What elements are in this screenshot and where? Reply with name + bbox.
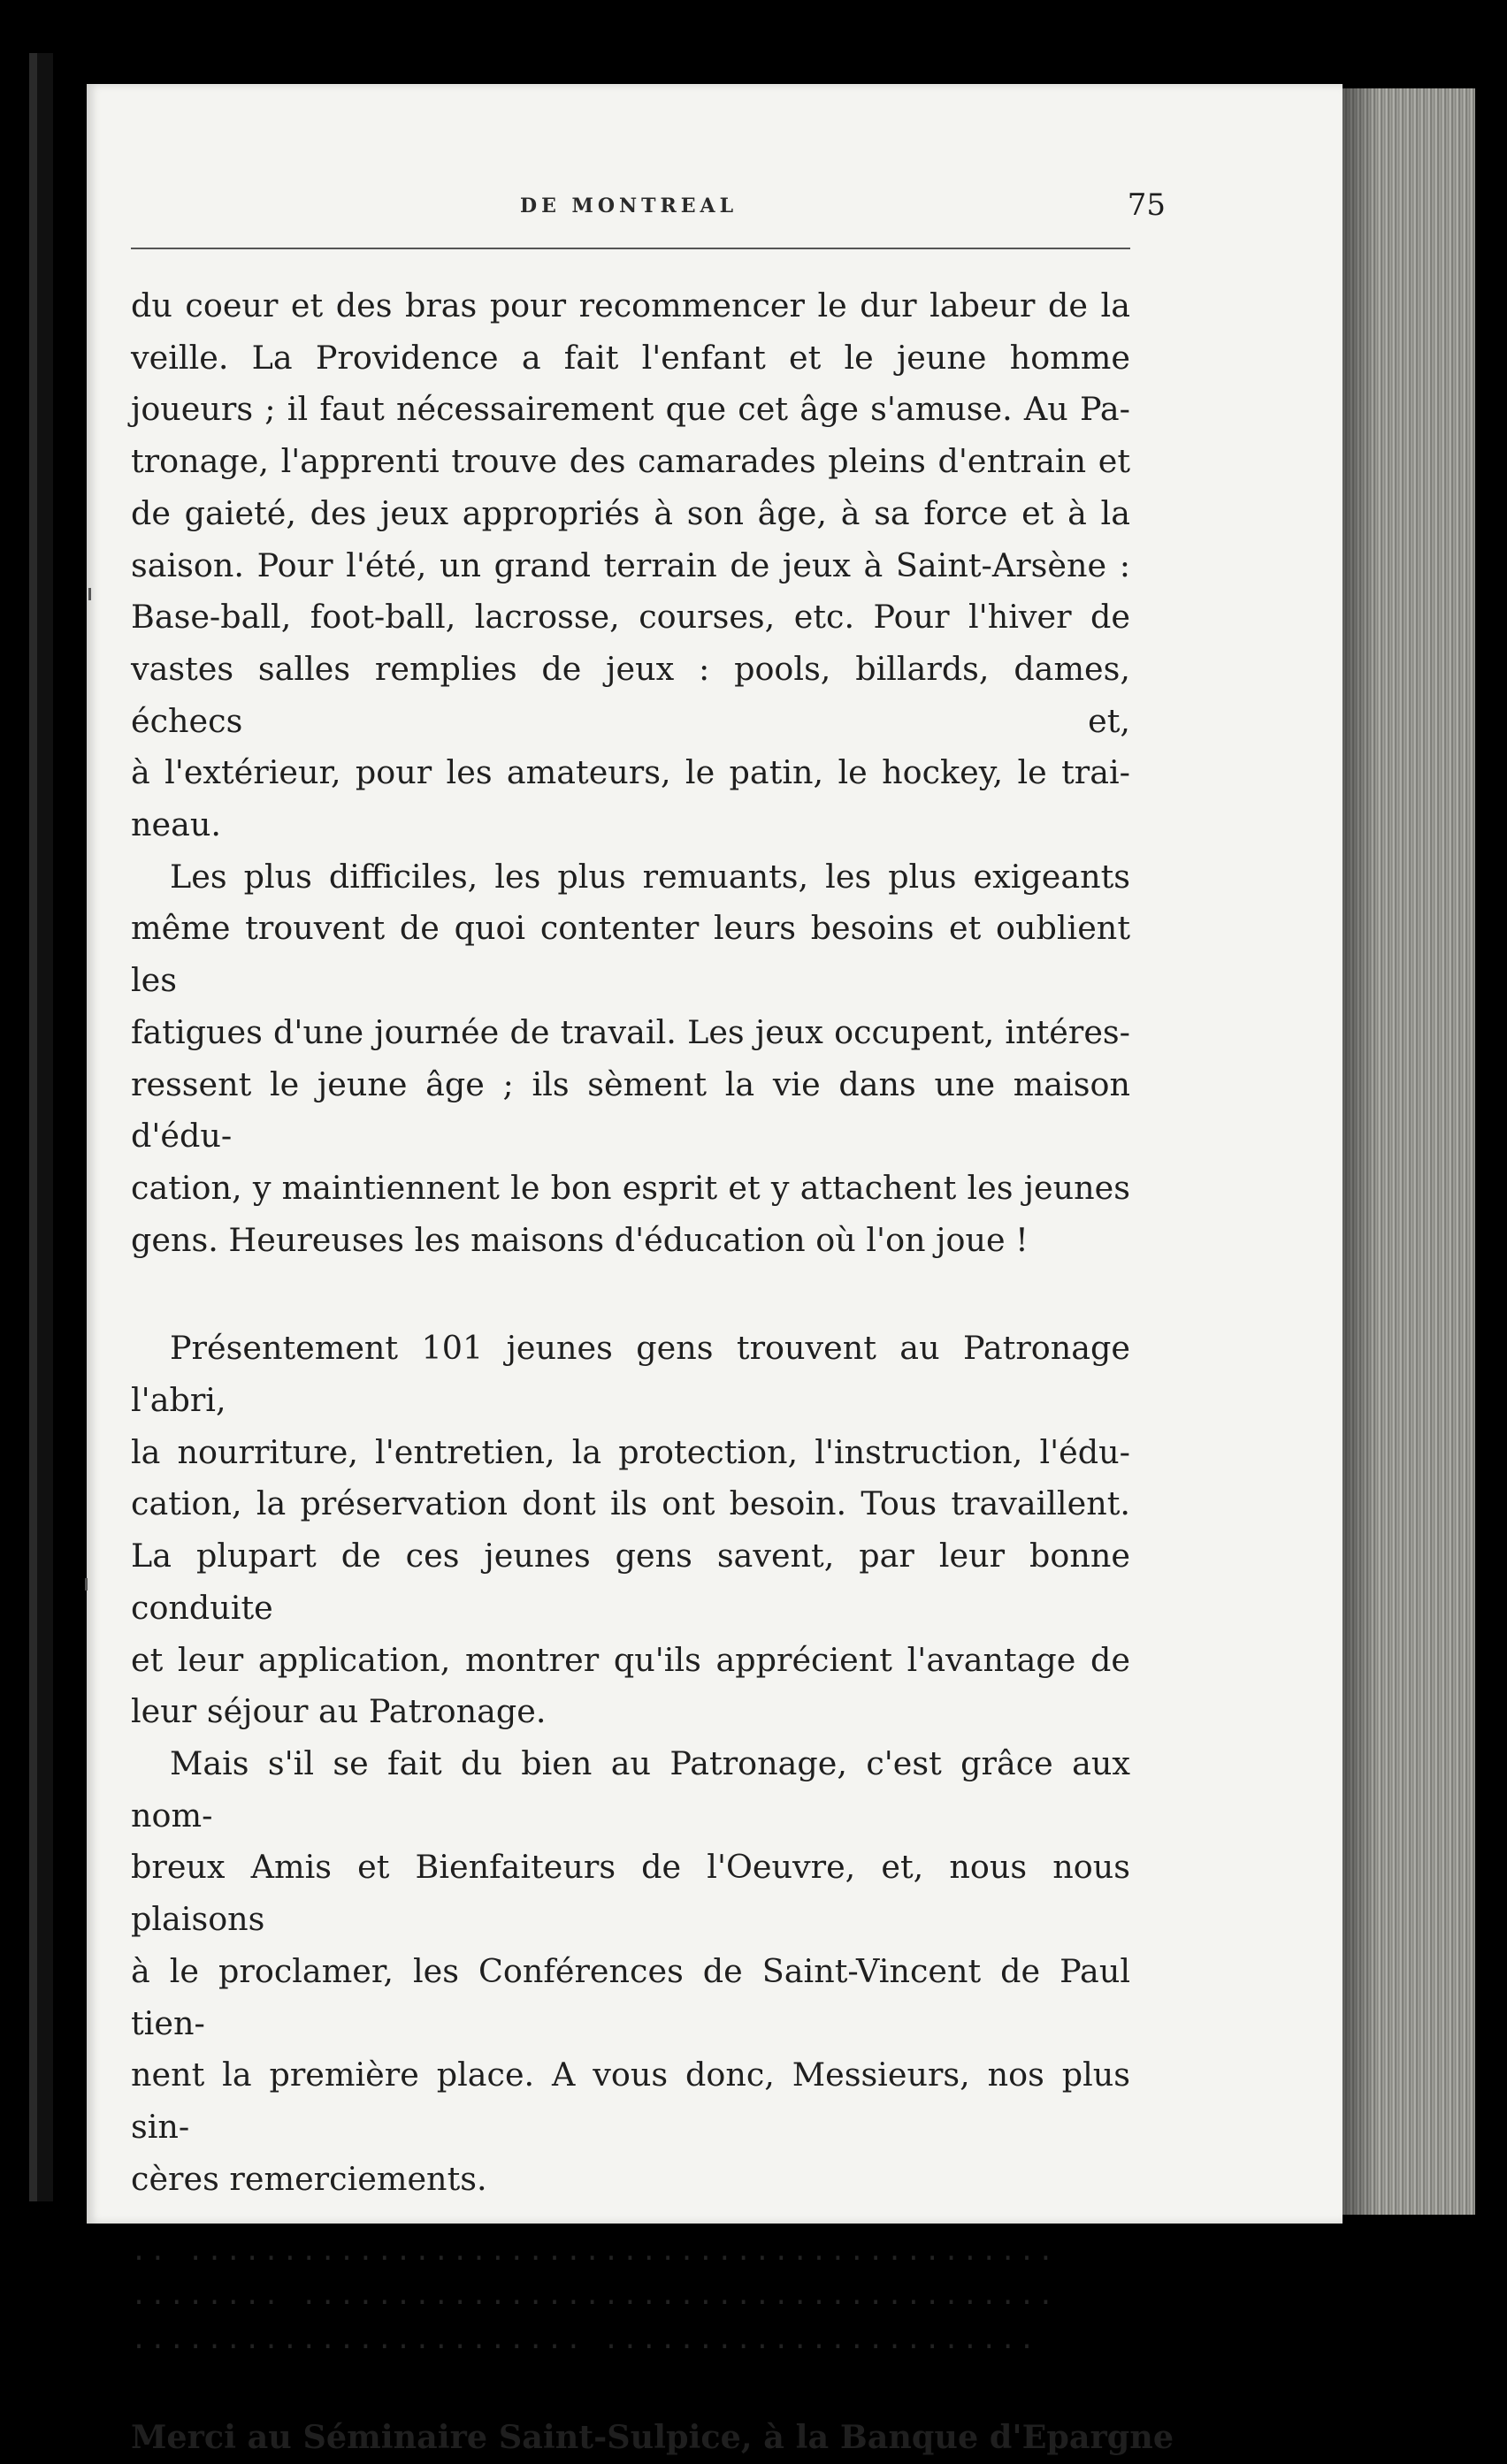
left-page-edge	[0, 53, 53, 2201]
text-line: à l'extérieur, pour les amateurs, le patin, le hockey, le trai-	[131, 753, 1130, 792]
paragraph	[131, 851, 1130, 1267]
closing-line: Merci au Séminaire Saint-Sulpice, à la Banque d'Epargne	[131, 2418, 1174, 2457]
page-number: 75	[1127, 187, 1166, 223]
running-title: DE MONTREAL	[520, 195, 738, 217]
text-line: et leur application, montrer qu'ils apprécient l'avantage de	[131, 1640, 1130, 1679]
margin-mark	[88, 588, 91, 600]
text-line: joueurs ; il faut nécessairement que cet âge s'amuse. Au Pa-	[131, 390, 1130, 429]
ellipsis-block	[131, 2230, 1130, 2362]
text-line: saison. Pour l'été, un grand terrain de jeux à Saint-Arsène :	[131, 545, 1130, 584]
margin-mark	[85, 1578, 88, 1591]
text-line: cères remerciements.	[131, 2159, 487, 2198]
text-line: cation, y maintiennent le bon esprit et y attachent les jeunes	[131, 1168, 1130, 1207]
text-line: de gaieté, des jeux appropriés à son âge, à sa force et à la	[131, 493, 1130, 532]
text-line: cation, la préservation dont ils ont besoin. Tous travaillent.	[131, 1484, 1130, 1523]
paragraph-container	[131, 280, 1130, 2205]
text-line: gens. Heureuses les maisons d'éducation où l'on joue !	[131, 1220, 1029, 1259]
text-line: Présentement 101 jeunes gens trouvent au Patronage l'abri,	[131, 1329, 1130, 1420]
text-line: Base-ball, foot-ball, lacrosse, courses, etc. Pour l'hiver de	[131, 598, 1130, 637]
paragraph	[131, 280, 1130, 851]
paragraph	[131, 1323, 1130, 1738]
text-line: du coeur et des bras pour recommencer le dur labeur de la	[131, 286, 1130, 324]
text-line: leur séjour au Patronage.	[131, 1692, 547, 1731]
fore-edge-shadow	[1343, 88, 1378, 2215]
text-line: La plupart de ces jeunes gens savent, par leur bonne conduite	[131, 1537, 1130, 1627]
text-line: même trouvent de quoi contenter leurs besoins et oublient les	[131, 909, 1130, 1000]
text-line: Les plus difficiles, les plus remuants, les plus exigeants	[170, 857, 1130, 896]
text-line: ressent le jeune âge ; ils sèment la vie dans une maison d'édu-	[131, 1064, 1130, 1156]
ellipsis-line: .. ..............................................	[131, 2236, 1057, 2268]
book-page	[87, 84, 1343, 2457]
text-line: neau.	[131, 805, 221, 844]
text-line: la nourriture, l'entretien, la protection, l'instruction, l'édu-	[131, 1432, 1130, 1471]
text-line: à le proclamer, les Conférences de Saint-Vincent de Paul tien-	[131, 1951, 1130, 2042]
paragraph-gap	[131, 1266, 1130, 1323]
text-line: vastes salles remplies de jeux : pools, billards, dames, échecs et,	[131, 649, 1130, 740]
text-line: breux Amis et Bienfaiteurs de l'Oeuvre, et, nous nous plaisons	[131, 1848, 1130, 1939]
text-line: veille. La Providence a fait l'enfant et le jeune homme	[131, 338, 1130, 377]
text-line: tronage, l'apprenti trouve des camarades pleins d'entrain et	[131, 442, 1130, 481]
page-body	[131, 280, 1174, 2464]
text-line: fatigues d'une journée de travail. Les jeux occupent, intéres-	[131, 1012, 1130, 1051]
paragraph	[131, 1738, 1130, 2205]
ellipsis-line: ........................ .......................	[131, 2324, 1076, 2356]
text-line: nent la première place. A vous donc, Messieurs, nos plus sin-	[131, 2056, 1130, 2146]
running-head	[87, 187, 1343, 230]
header-rule	[131, 248, 1130, 249]
ellipsis-line: ........ ........................................	[131, 2280, 1057, 2312]
text-line: Mais s'il se fait du bien au Patronage, c'est grâce aux nom-	[131, 1743, 1130, 1835]
